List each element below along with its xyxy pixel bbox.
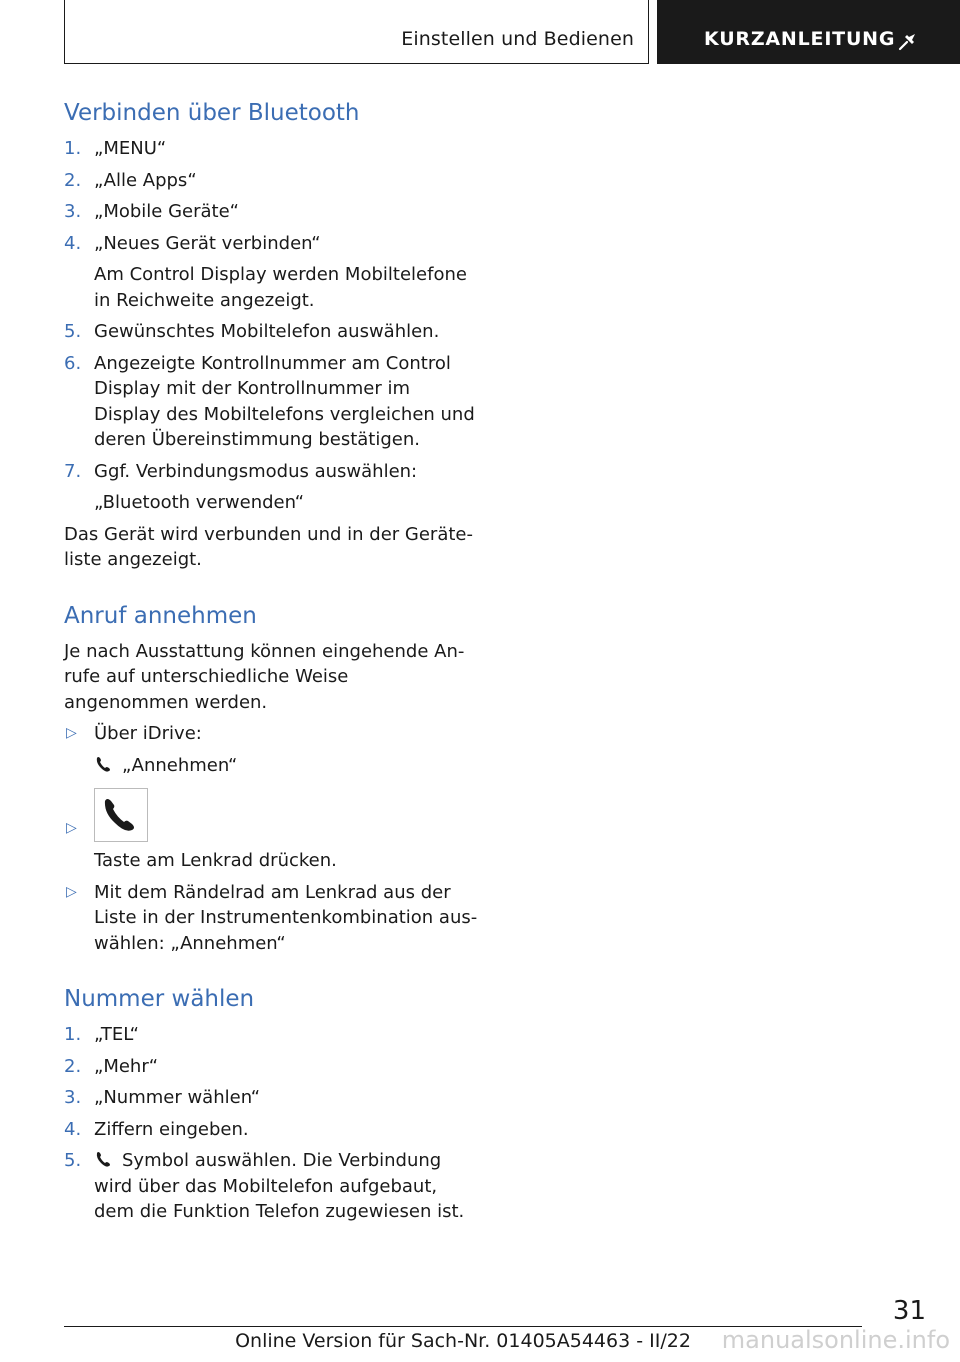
step-number: 7. xyxy=(64,460,82,482)
list-item xyxy=(64,1085,478,1111)
list-item xyxy=(64,721,478,747)
bullet-text: Mit dem Rändelrad am Lenkrad aus der Liste in der Instrumentenkombination aus-wählen: „Annehmen“ xyxy=(94,881,478,954)
pushpin-icon xyxy=(897,30,919,52)
step-number: 3. xyxy=(64,201,82,222)
step-number: 2. xyxy=(64,169,82,191)
step-text: Ziffern eingeben. xyxy=(94,1118,249,1140)
section-title-answer-call: Anruf annehmen xyxy=(64,602,257,629)
step-number: 6. xyxy=(64,352,82,374)
step-text: „MENU“ xyxy=(94,138,167,159)
header-section-title: Einstellen und Bedienen xyxy=(401,28,634,50)
step-note: „Bluetooth verwenden“ xyxy=(94,492,305,513)
idrive-action-label: „Annehmen“ xyxy=(122,754,238,776)
step-text: Gewünschtes Mobiltelefon auswählen. xyxy=(94,321,440,342)
steering-wheel-phone-button xyxy=(94,788,148,842)
list-item xyxy=(64,880,478,957)
step-text: „Mobile Geräte“ xyxy=(94,201,240,222)
list-item xyxy=(64,788,478,842)
watermark: manualsonline.info xyxy=(721,1326,950,1354)
step-text: „Neues Gerät verbinden“ xyxy=(94,232,321,254)
phone-icon xyxy=(94,755,116,773)
intro-paragraph: Je nach Ausstattung können eingehende An-rufe auf unterschiedliche Weise angenommen werden. xyxy=(64,640,465,713)
list-item xyxy=(64,1148,478,1225)
list-item xyxy=(64,1022,478,1048)
list-item xyxy=(64,1054,478,1080)
step-text: Ggf. Verbindungsmodus auswählen: xyxy=(94,460,418,482)
list-item xyxy=(64,168,478,194)
step-number: 1. xyxy=(64,1024,82,1045)
result-paragraph: Das Gerät wird verbunden und in der Geräte-liste angezeigt. xyxy=(64,523,473,570)
step-number: 4. xyxy=(64,232,82,254)
list-item xyxy=(64,231,478,257)
bullet-icon: ▷ xyxy=(66,820,77,836)
bullet-text: Über iDrive: xyxy=(94,723,202,744)
idrive-action xyxy=(64,753,478,779)
step-note: Am Control Display werden Mobiltelefone in Reichweite angezeigt. xyxy=(94,264,467,311)
step-number: 3. xyxy=(64,1087,82,1108)
step-text: „TEL“ xyxy=(94,1024,139,1045)
header-chapter-tab xyxy=(657,0,960,64)
phone-icon xyxy=(101,795,141,835)
section-title-bluetooth: Verbinden über Bluetooth xyxy=(64,100,360,126)
step-text: Symbol auswählen. Die Verbindung wird über das Mobiltelefon aufgebaut, dem die Funktion Telefon zugewiesen ist. xyxy=(94,1150,465,1222)
step-text: „Alle Apps“ xyxy=(94,169,197,191)
list-item xyxy=(64,459,478,485)
header-section-tab xyxy=(64,0,649,64)
step-number: 5. xyxy=(64,321,82,342)
list-item xyxy=(64,136,478,162)
step-number: 5. xyxy=(64,1150,82,1171)
page-number: 31 xyxy=(892,1296,926,1326)
page-content xyxy=(64,96,478,1231)
section-title-dial-number: Nummer wählen xyxy=(64,986,255,1012)
step-text: „Mehr“ xyxy=(94,1055,159,1077)
step-text: Angezeigte Kontrollnummer am Control Display mit der Kontrollnummer im Display des Mobiltelefons vergleichen und deren Übereinstimmung bestätigen. xyxy=(94,352,475,450)
list-item xyxy=(64,351,478,453)
list-item xyxy=(64,319,478,345)
header-chapter-title: KURZANLEITUNG xyxy=(704,28,896,50)
bullet-icon: ▷ xyxy=(66,725,77,741)
step-number: 4. xyxy=(64,1118,82,1140)
step-text: „Nummer wählen“ xyxy=(94,1087,261,1108)
step-number: 2. xyxy=(64,1055,82,1077)
phone-icon xyxy=(94,1150,116,1168)
list-item xyxy=(64,1117,478,1143)
footer-edition: Online Version für Sach-Nr. 01405A54463 - II/22 xyxy=(235,1330,691,1352)
step-number: 1. xyxy=(64,138,82,159)
bullet-icon: ▷ xyxy=(66,883,77,900)
steering-button-text: Taste am Lenkrad drücken. xyxy=(94,850,337,871)
list-item xyxy=(64,199,478,225)
